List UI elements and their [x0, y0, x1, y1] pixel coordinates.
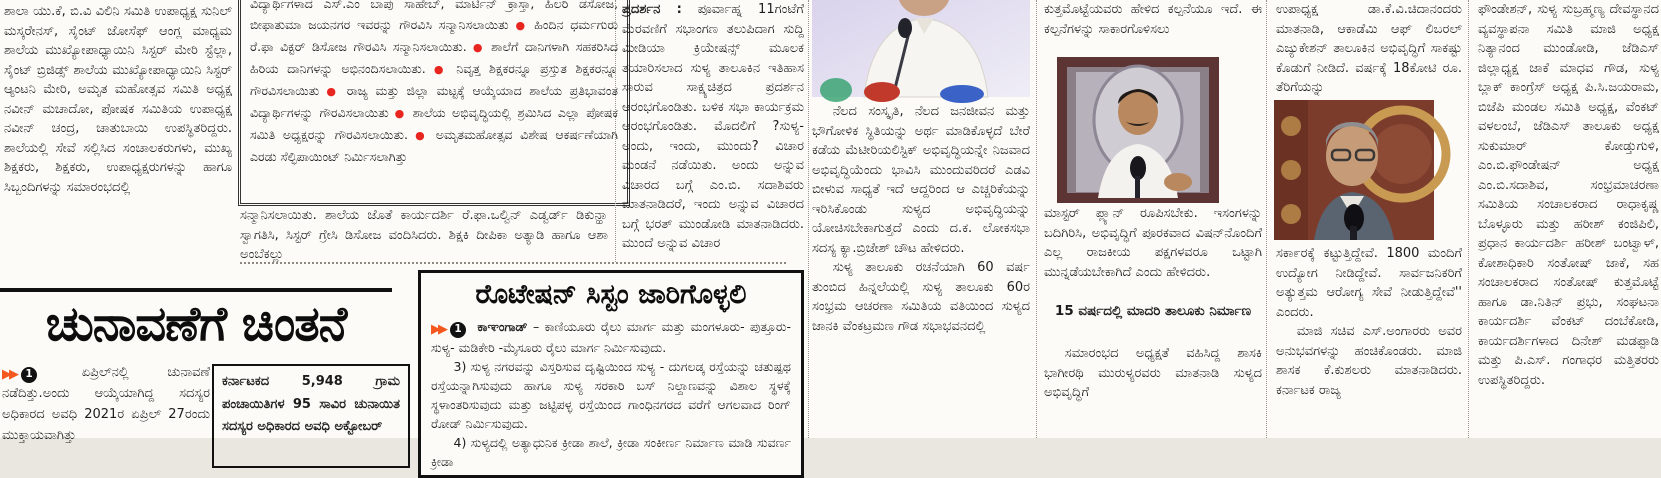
masterplan-bottom-text: ಮಾಸ್ಟರ್ ಪ್ಲ್ಯಾನ್ ರೂಪಿಸಬೇಕು. ಇಸಂಗಳನ್ನು ಬದಿಗಿರಿಸಿ, ಅಭಿವೃದ್ಧಿಗೆ ಪೂರಕವಾದ ವಿಷನ್‌ನೊಂದಿಗೆ ಎಲ್ಲ ರಾಜಕೀಯ ಪಕ್ಷಗಳವರೂ ಒಟ್ಟಾಗಿ ಮುನ್ನಡೆಯಬೇಕಾಗಿದೆ ಎಂದು ಹೇಳಿದರು.	[1044, 206, 1262, 280]
red-bullet-icon: ●	[407, 129, 436, 142]
academy-column-top	[1276, 0, 1462, 98]
election-fact-box	[212, 364, 410, 468]
mla-speech-column	[1044, 344, 1262, 438]
honors-item: ಅಮೃತಮಹೋತ್ಸವ ವಿಶೇಷ ಆಕರ್ಷಣೆಯಾಗಿ ಎರಡು ಸೆಲ್ಫಿಪಾಯಿಂಟ್ ನಿರ್ಮಿಸಲಾಗಿತ್ತು	[250, 127, 618, 164]
headline-rule	[0, 288, 392, 292]
school-article-column	[4, 2, 232, 260]
mp-speech-column	[812, 102, 1030, 438]
speaker-photo-1	[812, 0, 1030, 97]
honors-list-box	[238, 0, 630, 206]
rotation-para-1-text: – ಕಾಣಿಯೂರು ರೈಲು ಮಾರ್ಗ ಮತ್ತು ಮಂಗಳೂರು- ಪುತ್ತೂರು- ಸುಳ್ಯ- ಮಡಿಕೇರಿ -ಮೈಸೂರು ರೈಲು ಮಾರ್ಗ ನಿರ್ಮಿಸುವುದು.	[431, 319, 791, 355]
programme-text	[622, 0, 804, 254]
school-article-closing-text: ಸನ್ಮಾನಿಸಲಾಯಿತು. ಶಾಲೆಯ ಜೊತೆ ಕಾರ್ಯದರ್ಶಿ ರೆ.ಫಾ.ಒಲ್ವಿನ್ ಎಡ್ವರ್ಡ್ ಡಿಕುನ್ಹಾ ಸ್ವಾಗತಿಸಿ, ಸಿಸ್ಟರ್ ಗ್ರೇಸಿ ಡಿಸೋಜ ವಂದಿಸಿದರು. ಶಿಕ್ಷಕಿ ದೀಪಿಕಾ ಅತ್ಯಾಡಿ ಹಾಗೂ ಆಶಾ ಅಂಬೆಕಲ್ಲು	[240, 208, 608, 262]
red-bullet-icon: ●	[466, 41, 492, 54]
mp-speech-para-2: ಸುಳ್ಯ ತಾಲೂಕು ರಚನೆಯಾಗಿ 60 ವರ್ಷ ತುಂಬಿದ ಹಿನ್ನಲೆಯಲ್ಲಿ ಸುಳ್ಯ ತಾಲೂಕು 60ರ ಸಂಭ್ರಮ ಆಚರಣಾ ಸಮಿತಿಯ ವತಿಯಿಂದ ಸುಳ್ಯದ ಜಾನಕಿ ವೆಂಕಟ್ರಮಣ ಗೌಡ ಸಭಾಭವನದಲ್ಲಿ	[812, 260, 1030, 334]
column-rule	[615, 0, 616, 262]
red-bullet-icon: ●	[319, 85, 347, 98]
rotation-para-3: 4) ಸುಳ್ಯದಲ್ಲಿ ಅತ್ಯಾಧುನಿಕ ಕ್ರೀಡಾ ಶಾಲೆ, ಕ್ರೀಡಾ ಸಂಕೀರ್ಣ ನಿರ್ಮಾಣ ಮಾಡಿ ಸುವರ್ಣ ಕ್ರೀಡಾ	[431, 434, 791, 469]
speaker-photo-3	[1274, 100, 1434, 240]
mla-speech-text: ಸಮಾರಂಭದ ಅಧ್ಯಕ್ಷತೆ ವಹಿಸಿದ್ದ ಶಾಸಕಿ ಭಾಗೀರಥಿ ಮುರುಳ್ಯರವರು ಮಾತನಾಡಿ ಸುಳ್ಯದ ಅಭಿವೃದ್ಧಿಗೆ	[1044, 346, 1262, 400]
masterplan-column-top	[1044, 0, 1262, 60]
honors-item: ರಾಜ್ಯ ಮತ್ತು ಜಿಲ್ಲಾ ಮಟ್ಟಕ್ಕೆ ಆಯ್ಕೆಯಾದ ಶಾಲೆಯ ಪ್ರತಿಭಾವಂತ ವಿದ್ಯಾರ್ಥಿಗಳನ್ನು ಗೌರವಿಸಲಾಯಿತು	[250, 83, 618, 120]
programme-body: ಪೂರ್ವಾಹ್ನ 11ಗಂಟೆಗೆ ಮೆರವಣಿಗೆ ಸಭಾಂಗಣ ತಲುಪಿದಾಗ ಸುದ್ದಿ ಮೀಡಿಯಾ ಕ್ರಿಯೇಷನ್ಸ್ ಮೂಲಕ ತಯಾರಿಸಲಾದ ಸುಳ್ಯ ತಾಲೂಕಿನ ಇತಿಹಾಸ ಸಾರುವ ಸಾಕ್ಷ್ಯಚಿತ್ರದ ಪ್ರದರ್ಶನ ಆರಂಭಗೊಂಡಿತು. ಬಳಿಕ ಸಭಾ ಕಾರ್ಯಕ್ರಮ ಆರಂಭಗೊಂಡಿತು. ಮೊದಲಿಗೆ ?ಸುಳ್ಯ-ಅಂದು, ಇಂದು, ಮುಂದು? ವಿಚಾರ ಮಂಡನೆ ನಡೆಯಿತು. ಅಂದು ಅನ್ನುವ ವಿಚಾರದ ಬಗ್ಗೆ ಎಂ.ಬಿ. ಸದಾಶಿವರು ಮಾತನಾಡಿದರೆ, ಇಂದು ಅನ್ನುವ ವಿಚಾರದ ಬಗ್ಗೆ ಭರತ್ ಮುಂಡೋಡಿ ಮಾತನಾಡಿದರು. ಮುಂದೆ ಅನ್ನುವ ವಿಚಾರ	[622, 2, 804, 251]
continuation-marker	[431, 322, 466, 338]
election-article-body	[2, 362, 210, 443]
school-article-text: ಶಾಲಾ ಯು.ಕೆ, ಬಿ.ವಿ ವಿಲಿನಿ ಸಮಿತಿ ಉಪಾಧ್ಯಕ್ಷ ಸುನಿಲ್ ಮಸ್ಕರೇನಸ್, ಸೈಂಟ್ ಜೋಸೆಫ್ ಆಂಗ್ಲ ಮಾಧ್ಯಮ ಶಾಲೆಯ ಮುಖ್ಯೋಪಾಧ್ಯಾಯಿನಿ ಸಿಸ್ಟರ್ ಮೇರಿ ಸ್ಟೆಲ್ಲಾ, ಸೈಂಟ್ ಬ್ರಿಜಿಡ್ಸ್ ಶಾಲೆಯ ಮುಖ್ಯೋಪಾಧ್ಯಾಯಿನಿ ಸಿಸ್ಟರ್ ಆ್ಯಂಟನಿ ಮೇರಿ, ಅಮೃತ ಮಹೋತ್ಸವ ಸಮಿತಿ ಅಧ್ಯಕ್ಷ ನವೀನ್ ಮಚಾದೋ, ಪೋಷಕ ಸಮಿತಿಯ ಉಪಾಧ್ಯಕ್ಷ ನವೀನ್ ಚಂದ್ರ, ಚಾತುಬಾಯಿ ಉಪಸ್ಥಿತರಿದ್ದರು. ಶಾಲೆಯಲ್ಲಿ ಸೇವೆ ಸಲ್ಲಿಸಿದ ಸಂಚಾಲಕರುಗಳು, ಮುಖ್ಯ ಶಿಕ್ಷಕರು, ಶಿಕ್ಷಕರು, ಉಪಾಧ್ಯಕ್ಷರುಗಳನ್ನು ಹಾಗೂ ಸಿಬ್ಬಂದಿಗಳನ್ನು ಸಮಾರಂಭದಲ್ಲಿ	[4, 4, 232, 195]
honors-item: ಶಾಲೆಗೆ ದಾನಿಗಳಾಗಿ ಸಹಕರಿಸಿದ ಹಿರಿಯ ದಾನಿಗಳನ್ನು ಅಭಿನಂದಿಸಲಾಯಿತು.	[250, 39, 618, 76]
jump-number-badge: 1	[450, 322, 466, 338]
column-rule	[1036, 0, 1037, 438]
masterplan-column-mid	[1044, 204, 1262, 302]
double-arrow-icon: ▶▶	[2, 367, 16, 382]
speaker-photo-2-art	[1062, 62, 1214, 198]
dignitaries-column	[1478, 0, 1659, 438]
mp-speech-para-1: ನೆಲದ ಸಂಸ್ಕೃತಿ, ನೆಲದ ಜನಜೀವನ ಮತ್ತು ಭೌಗೋಳಿಕ ಸ್ಥಿತಿಯನ್ನು ಅರ್ಥ ಮಾಡಿಕೊಳ್ಳದೆ ಬೇರೆ ಕಡೆಯ ಮೆಟೀರಿಯಲಿಸ್ಟಿಕ್ ಅಭಿವೃದ್ಧಿಯನ್ನೇ ನಿಜವಾದ ಅಭಿವೃದ್ಧಿಯೆಂದು ಭಾವಿಸಿ ಮುಂದುವರಿದರೆ ಎಡವಿ ಬೀಳುವ ಸಾಧ್ಯತೆ ಇದೆ ಆದ್ದರಿಂದ ಆ ಎಚ್ಚರಿಕೆಯನ್ನು ಇರಿಸಿಕೊಂಡು ಸುಳ್ಯದ ಅಭಿವೃದ್ಧಿಯನ್ನು ಯೋಚಿಸಬೇಕಾಗುತ್ತದೆ ಎಂದು ದ.ಕ. ಲೋಕಸಭಾ ಸದಸ್ಯ ಕ್ಯಾ.ಬ್ರಿಜೇಶ್ ಚೌಟ ಹೇಳಿದರು.	[812, 104, 1030, 256]
red-bullet-icon: ●	[425, 63, 457, 76]
masterplan-top-text: ಕುತ್ತಮೊಟ್ಟೆಯವರು ಹೇಳಿದ ಕಲ್ಪನೆಯೂ ಇದೆ. ಈ ಕಲ್ಪನೆಗಳನ್ನು ಸಾಕಾರಗೊಳಿಸಲು	[1044, 2, 1262, 37]
programme-lead: ಪ್ರದರ್ಶನ :	[622, 2, 682, 17]
column-rule	[1468, 0, 1469, 438]
red-bullet-icon: ●	[388, 107, 413, 120]
honors-item: ಶಾಲೆಯ ಅಭಿವೃದ್ಧಿಯಲ್ಲಿ ಶ್ರಮಿಸಿದ ಎಲ್ಲಾ ಪೋಷಕ ಸಮಿತಿ ಅಧ್ಯಕ್ಷರನ್ನು ಗೌರವಿಸಲಾಯಿತು.	[250, 105, 618, 142]
academy-column-bottom	[1276, 244, 1462, 438]
rotation-article-box	[418, 270, 804, 478]
election-body-text: ಏಪ್ರಿಲ್‌ನಲ್ಲಿ ಚುನಾವಣೆ ನಡೆದಿತ್ತು.ಅಂದು ಆಯ್ಕೆಯಾಗಿದ್ದ ಸದಸ್ಯರ ಅಧಿಕಾರದ ಅವಧಿ 2021ರ ಏಪ್ರಿಲ್ 27ರಂದು ಮುಕ್ತಾಯವಾಗಿತ್ತು	[2, 365, 210, 443]
jump-number-badge: 1	[21, 367, 37, 383]
academy-bottom-text: ಸಕಾ೯ರಕ್ಕೆ ಕಟ್ಟುತ್ತಿದ್ದೇವೆ. 1800 ಮಂದಿಗೆ ಉದ್ಯೋಗ ನೀಡಿದ್ದೇವೆ. ಸಾರ್ವಜನಿಕರಿಗೆ ಅತ್ಯುತ್ತಮ ಆರೋಗ್ಯ ಸೇವೆ ನೀಡುತ್ತಿದ್ದೇವೆ'' ಎಂದರು.	[1276, 246, 1462, 320]
rotation-dateline: ಕಾಞಂಗಾಡ್	[477, 319, 528, 334]
academy-bottom-text-2: ಮಾಜಿ ಸಚಿವ ಎಸ್.ಅಂಗಾರರು ಅವರ ಅನುಭವಗಳನ್ನು ಹಂಚಿಕೊಂಡರು. ಮಾಜಿ ಶಾಸಕ ಕೆ.ಕುಶಲರು ಮಾತನಾಡಿದರು. ಕರ್ನಾಟಕ ರಾಜ್ಯ	[1276, 324, 1462, 398]
election-fact-text: ಕರ್ನಾಟಕದ 5,948 ಗ್ರಾಮ ಪಂಚಾಯಿತಿಗಳ 95 ಸಾವಿರ ಚುನಾಯಿತ ಸದಸ್ಯರ ಅಧಿಕಾರದ ಅವಧಿ ಅಕ್ಟೋಬರ್	[222, 374, 400, 434]
speaker-photo-3-art	[1274, 100, 1434, 240]
double-arrow-icon: ▶▶	[431, 322, 445, 337]
column-rule	[808, 0, 809, 438]
rotation-para-2: 3) ಸುಳ್ಯ ನಗರವನ್ನು ವಿಸ್ತರಿಸುವ ದೃಷ್ಟಿಯಿಂದ ಸುಳ್ಯ - ದುಗಲಡ್ಕ ರಸ್ತೆಯನ್ನು ಚತುಷ್ಪಥ ರಸ್ತೆಯನ್ನಾಗಿಸುವುದು ಹಾಗೂ ಸುಳ್ಯ ಸರಕಾರಿ ಬಸ್ ನಿಲ್ದಾಣವನ್ನು ವಿಶಾಲ ಸ್ಥಳಕ್ಕೆ ಸ್ಥಳಾಂತರಿಸುವುದು ಮತ್ತು ಜಟ್ಟಿಪಳ್ಳ ರಸ್ತೆಯಿಂದ ಗಾಂಧಿನಗರದ ವರೆಗೆ ಆಗಲವಾದ ರಿಂಗ್ ರೋಡ್ ನಿರ್ಮಿಸುವುದು.	[431, 358, 791, 431]
column-rule	[1266, 0, 1267, 438]
continuation-marker	[2, 367, 37, 383]
speaker-photo-2	[1062, 62, 1214, 198]
rotation-headline: ರೊಟೇಷನ್ ಸಿಸ್ಟಂ ಜಾರಿಗೊಳ್ಳಲಿ	[475, 279, 747, 310]
election-headline: ಚುನಾವಣೆಗೆ ಚಿಂತನೆ	[45, 296, 347, 352]
model-taluk-subhead	[1044, 302, 1262, 321]
model-taluk-subhead-text: 15 ವರ್ಷದಲ್ಲಿ ಮಾದರಿ ತಾಲೂಕು ನಿರ್ಮಾಣ	[1054, 303, 1252, 319]
red-bullet-icon: ●	[515, 19, 535, 32]
programme-column	[622, 0, 804, 258]
honors-item: ನಿವೃತ್ತ ಶಿಕ್ಷಕರನ್ನೂ ಪ್ರಸ್ತುತ ಶಿಕ್ಷಕರನ್ನೂ ಗೌರವಿಸಲಾಯಿತು	[250, 61, 619, 98]
rotation-body	[431, 317, 791, 471]
school-article-closing	[240, 206, 608, 260]
rotation-para-1	[431, 317, 791, 357]
academy-top-text: ಉಪಾಧ್ಯಕ್ಷ ಡಾ.ಕೆ.ವಿ.ಚಿದಾನಂದರು ಮಾತನಾಡಿ, ಆಕಾಡೆಮಿ ಆಫ್ ಲಿಬರಲ್ ಎಜ್ಯುಕೇಶನ್ ತಾಲೂಕಿನ ಅಭಿವೃದ್ಧಿಗೆ ಸಾಕಷ್ಟು ಕೊಡುಗೆ ನೀಡಿದೆ. ವರ್ಷಕ್ಕೆ 18ಕೋಟಿ ರೂ. ತೆರಿಗೆಯನ್ನು	[1276, 2, 1462, 95]
honors-list	[250, 17, 618, 164]
dotted-rule	[240, 262, 786, 264]
dignitaries-text: ಫೌಂಡೇಶನ್, ಸುಳ್ಯ ಸುಬ್ರಹ್ಮಣ್ಯ ದೇವಸ್ಥಾನದ ವ್ಯವಸ್ಥಾಪನಾ ಸಮಿತಿ ಮಾಜಿ ಅಧ್ಯಕ್ಷ ನಿತ್ಯಾನಂದ ಮುಂಡೋಡಿ, ಜೆಡಿಎಸ್ ಜಿಲ್ಲಾಧ್ಯಕ್ಷ ಜಾಕೆ ಮಾಧವ ಗೌಡ, ಸುಳ್ಯ ಬ್ಲಾಕ್ ಕಾಂಗ್ರೆಸ್ ಅಧ್ಯಕ್ಷ ಪಿ.ಸಿ.ಜಯರಾಮ, ಬಿಜೆಪಿ ಮಂಡಲ ಸಮಿತಿ ಅಧ್ಯಕ್ಷ, ವೆಂಕಟ್ ವಳಲಂಬೆ, ಜೆಡಿಎಸ್ ತಾಲೂಕು ಅಧ್ಯಕ್ಷ ಸುಕುಮಾರ್ ಕೋಡ್ತುಗುಳಿ, ಎಂ.ಬಿ.ಫೌಂಡೇಷನ್ ಅಧ್ಯಕ್ಷ ಎಂ.ಬಿ.ಸದಾಶಿವ, ಸಂಭ್ರಮಾಚರಣಾ ಸಮಿತಿಯ ಸಂಚಾಲಕರಾದ ರಾಧಾಕೃಷ್ಣ ಬೊಳ್ಳೂರು ಮತ್ತು ಹರೀಶ್ ಕಂಜಿಪಿಲಿ, ಪ್ರಧಾನ ಕಾರ್ಯದರ್ಶಿ ಹರೀಶ್ ಬಂಟ್ವಾಳ್, ಕೋಶಾಧಿಕಾರಿ ಸಂತೋಷ್ ಜಾಕೆ, ಸಹ ಸಂಚಾಲಕರಾದ ಸಂತೋಷ್ ಕುತ್ತಮೊಟ್ಟೆ ಹಾಗೂ ಡಾ.ನಿತಿನ್ ಪ್ರಭು, ಸಂಘಟನಾ ಕಾರ್ಯದರ್ಶಿ ವೆಂಕಟ್ ದಂಬೆಕೋಡಿ, ಕಾರ್ಯದರ್ಶಿಗಳಾದ ದಿನೇಶ್ ಮಡಪ್ಪಾಡಿ ಮತ್ತು ಪಿ.ಎಸ್. ಗಂಗಾಧರ ಮತ್ತಿತರರು ಉಪಸ್ಥಿತರಿದ್ದರು.	[1478, 2, 1659, 388]
honors-intro: ವಿದ್ಯಾರ್ಥಿಗಳಾದ ಎಸ್.ಎಂ ಬಾಪು ಸಾಹೇಬ್, ಮಾರ್ಟಿನ್ ಕ್ರಾಸ್ತಾ, ಹಿಲರಿ ಡಸೋಜ, ಬೀಫಾತುಮಾ ಜಯನಗರ ಇವರನ್ನು ಗೌರವಿಸಿ ಸನ್ಮಾನಿಸಲಾಯಿತು	[250, 0, 618, 32]
honors-item: ಹಿಂದಿನ ಧರ್ಮಗುರು ರೆ.ಫಾ ವಿಕ್ಟರ್ ಡಿಸೋಜ ಗೌರವಿಸಿ ಸನ್ಮಾನಿಸಲಾಯಿತು.	[250, 17, 618, 54]
speaker-photo-1-art	[812, 0, 1030, 97]
